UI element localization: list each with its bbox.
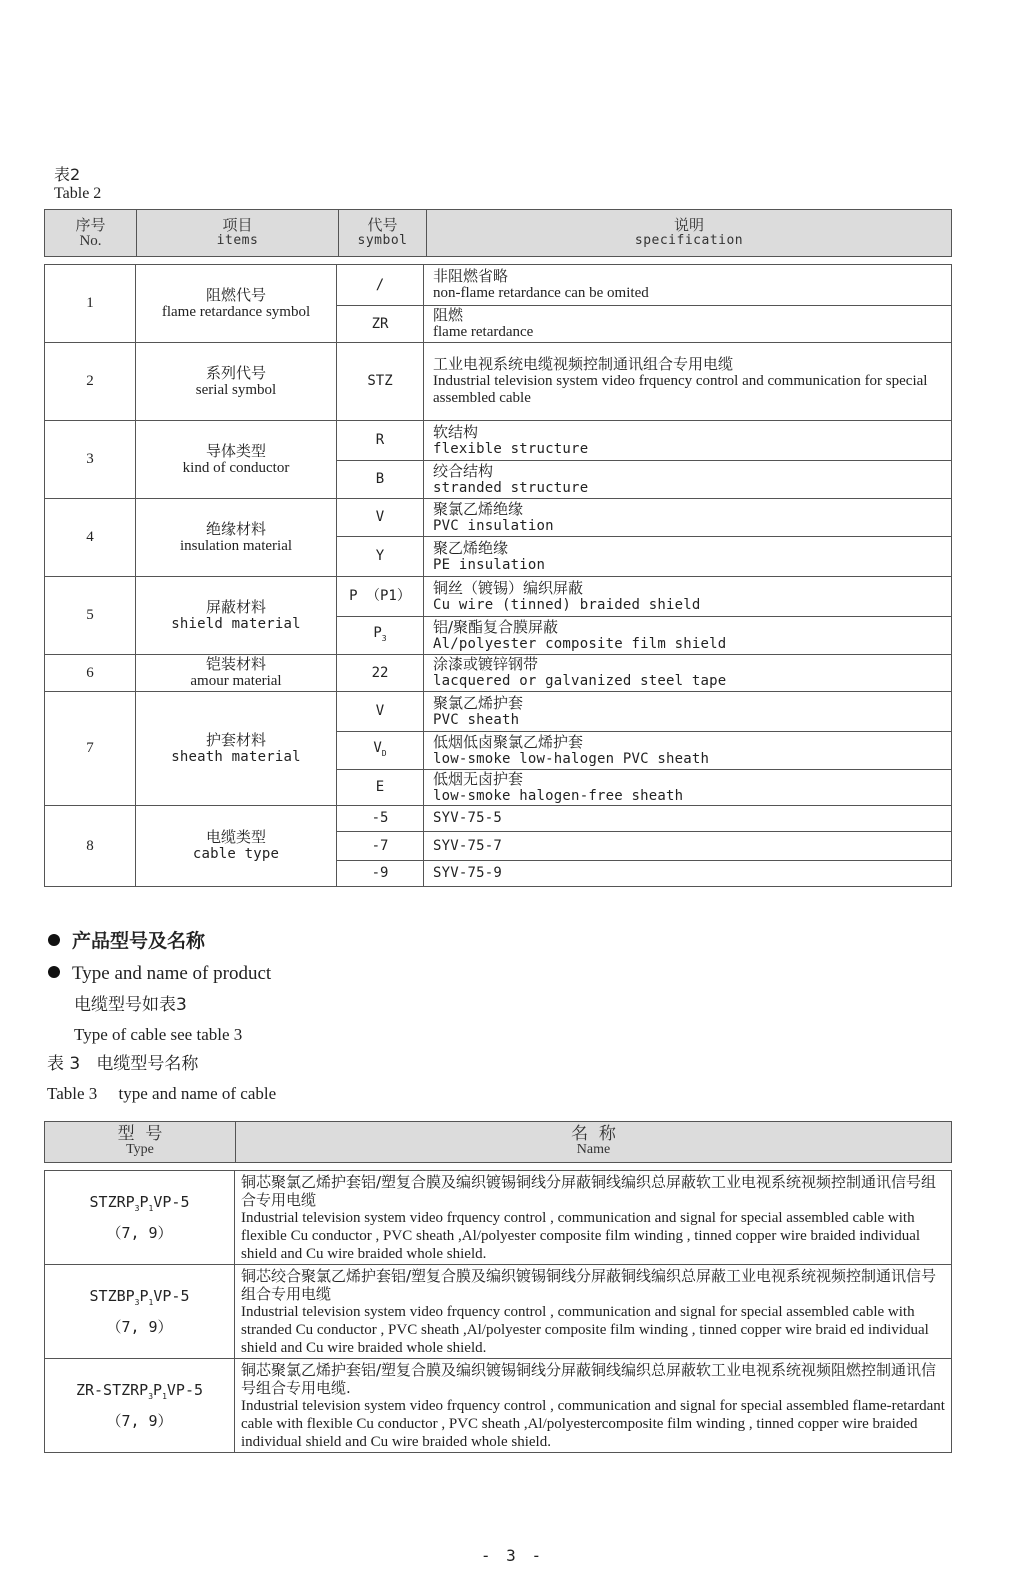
symbol-cell: -7: [337, 832, 424, 861]
cable-name-cell: 铜芯聚氯乙烯护套铝/塑复合膜及编织镀锡铜线分屏蔽铜线编织总屏蔽软工业电视系统视频控制通讯信号组合专用电缆 Industrial television system video frquency control , communication and signal for special assembled cable with flexible Cu conductor , PVC sheath ,Al/polyester composite film winding , tinned copper wire braided individual shield and Cu wire braided whole shield.: [235, 1171, 952, 1265]
spec-cell: 工业电视系统电缆视频控制通讯组合专用电缆 Industrial television system video frquency control and communication for special assembled cable: [424, 343, 952, 421]
table-row: [45, 655, 952, 692]
bullet-icon: [48, 934, 60, 946]
row-number: 1: [45, 265, 136, 343]
symbol-cell: -9: [337, 861, 424, 887]
symbol-cell: V: [337, 692, 424, 732]
symbol-cell: Y: [337, 537, 424, 577]
spec-cell: SYV-75-7: [424, 832, 952, 861]
row-item: 绝缘材料 insulation material: [136, 499, 337, 577]
table2-header: [44, 209, 952, 257]
symbol-cell: B: [337, 461, 424, 499]
section-line-cn: 电缆型号如表3: [74, 995, 187, 1015]
symbol-cell: E: [337, 770, 424, 806]
table-row: [45, 343, 952, 421]
symbol-cell: 22: [337, 655, 424, 692]
row-item: 屏蔽材料 shield material: [136, 577, 337, 655]
page-number: - 3 -: [480, 1546, 545, 1565]
spec-cell: 涂漆或镀锌钢带 lacquered or galvanized steel tape: [424, 655, 952, 692]
table-row: [45, 421, 952, 461]
cable-type-cell: $STZBP_3P_1VP-5$ （7, 9）: [45, 1265, 235, 1359]
cable-type-cell: $ZR-STZRP_3P_1VP-5$ （7, 9）: [45, 1359, 235, 1453]
row-item: 导体类型 kind of conductor: [136, 421, 337, 499]
header-no: 序号 No.: [45, 210, 137, 257]
spec-cell: 聚氯乙烯护套 PVC sheath: [424, 692, 952, 732]
symbol-cell: R: [337, 421, 424, 461]
row-number: 5: [45, 577, 136, 655]
table2-caption-en: Table 2: [54, 185, 102, 202]
table-row: [45, 1265, 952, 1359]
cable-type-cell: $STZRP_3P_1VP-5$ （7, 9）: [45, 1171, 235, 1265]
table-row: [45, 692, 952, 732]
symbol-cell: STZ: [337, 343, 424, 421]
header-type: 型 号 Type: [45, 1122, 236, 1163]
spec-cell: SYV-75-9: [424, 861, 952, 887]
spec-cell: 低烟无卤护套 low-smoke halogen-free sheath: [424, 770, 952, 806]
spec-cell: 铝/聚酯复合膜屏蔽 Al/polyester composite film shield: [424, 617, 952, 655]
table3-body: [44, 1170, 952, 1453]
row-number: 2: [45, 343, 136, 421]
section-line-en: Type of cable see table 3: [74, 1025, 243, 1044]
row-number: 8: [45, 806, 136, 887]
row-item: 系列代号 serial symbol: [136, 343, 337, 421]
header-specification: 说明 specification: [427, 210, 952, 257]
section-heading-cn: 产品型号及名称: [48, 930, 205, 952]
bullet-icon: [48, 966, 60, 978]
row-item: 铠装材料 amour material: [136, 655, 337, 692]
table-row: [45, 1359, 952, 1453]
spec-cell: 绞合结构 stranded structure: [424, 461, 952, 499]
spec-cell: 低烟低卤聚氯乙烯护套 low-smoke low-halogen PVC sheath: [424, 732, 952, 770]
table-row: [45, 577, 952, 617]
symbol-cell: $V_D$: [337, 732, 424, 770]
table-row: [45, 806, 952, 832]
section-heading-en: Type and name of product: [48, 963, 271, 985]
spec-cell: 阻燃 flame retardance: [424, 306, 952, 343]
table3-caption-en: Table 3 type and name of cable: [47, 1084, 277, 1103]
table3-caption-cn: 表 3 电缆型号名称: [47, 1054, 199, 1074]
symbol-cell: /: [337, 265, 424, 306]
spec-cell: 铜丝（镀锡）编织屏蔽 Cu wire (tinned) braided shield: [424, 577, 952, 617]
table3-header: [44, 1121, 952, 1163]
symbol-cell: P （P1）: [337, 577, 424, 617]
table2-body: [44, 264, 952, 887]
symbol-cell: V: [337, 499, 424, 537]
symbol-cell: ZR: [337, 306, 424, 343]
header-symbol: 代号 symbol: [339, 210, 427, 257]
spec-cell: 软结构 flexible structure: [424, 421, 952, 461]
table2-caption-cn: 表2: [54, 165, 81, 184]
table-row: [45, 265, 952, 306]
spec-cell: 聚乙烯绝缘 PE insulation: [424, 537, 952, 577]
row-item: 护套材料 sheath material: [136, 692, 337, 806]
cable-name-cell: 铜芯聚氯乙烯护套铝/塑复合膜及编织镀锡铜线分屏蔽铜线编织总屏蔽软工业电视系统视频阻燃控制通讯信号组合专用电缆. Industrial television system video frquency control , communication and signal for special assembled flame-retardant cable with flexible Cu conductor , PVC sheath ,Al/polyestercomposite film winding , tinned copper wire braided individual shield and Cu wire braided whole shield.: [235, 1359, 952, 1453]
row-item: 电缆类型 cable type: [136, 806, 337, 887]
header-name: 名 称 Name: [236, 1122, 952, 1163]
row-number: 4: [45, 499, 136, 577]
spec-cell: SYV-75-5: [424, 806, 952, 832]
symbol-cell: -5: [337, 806, 424, 832]
table-row: [45, 1171, 952, 1265]
row-number: 3: [45, 421, 136, 499]
symbol-cell: $P_3$: [337, 617, 424, 655]
row-number: 7: [45, 692, 136, 806]
table-row: [45, 499, 952, 537]
spec-cell: 非阻燃省略 non-flame retardance can be omited: [424, 265, 952, 306]
row-number: 6: [45, 655, 136, 692]
cable-name-cell: 铜芯绞合聚氯乙烯护套铝/塑复合膜及编织镀锡铜线分屏蔽铜线编织总屏蔽工业电视系统视频控制通讯信号组合专用电缆 Industrial television system video frquency control , communication and signal for special assembled cable with stranded Cu conductor , PVC sheath ,Al/polyester composite film winding , tinned copper wire braid ed individual shield and Cu wire braided whole shield.: [235, 1265, 952, 1359]
header-items: 项目 items: [137, 210, 339, 257]
row-item: 阻燃代号 flame retardance symbol: [136, 265, 337, 343]
spec-cell: 聚氯乙烯绝缘 PVC insulation: [424, 499, 952, 537]
